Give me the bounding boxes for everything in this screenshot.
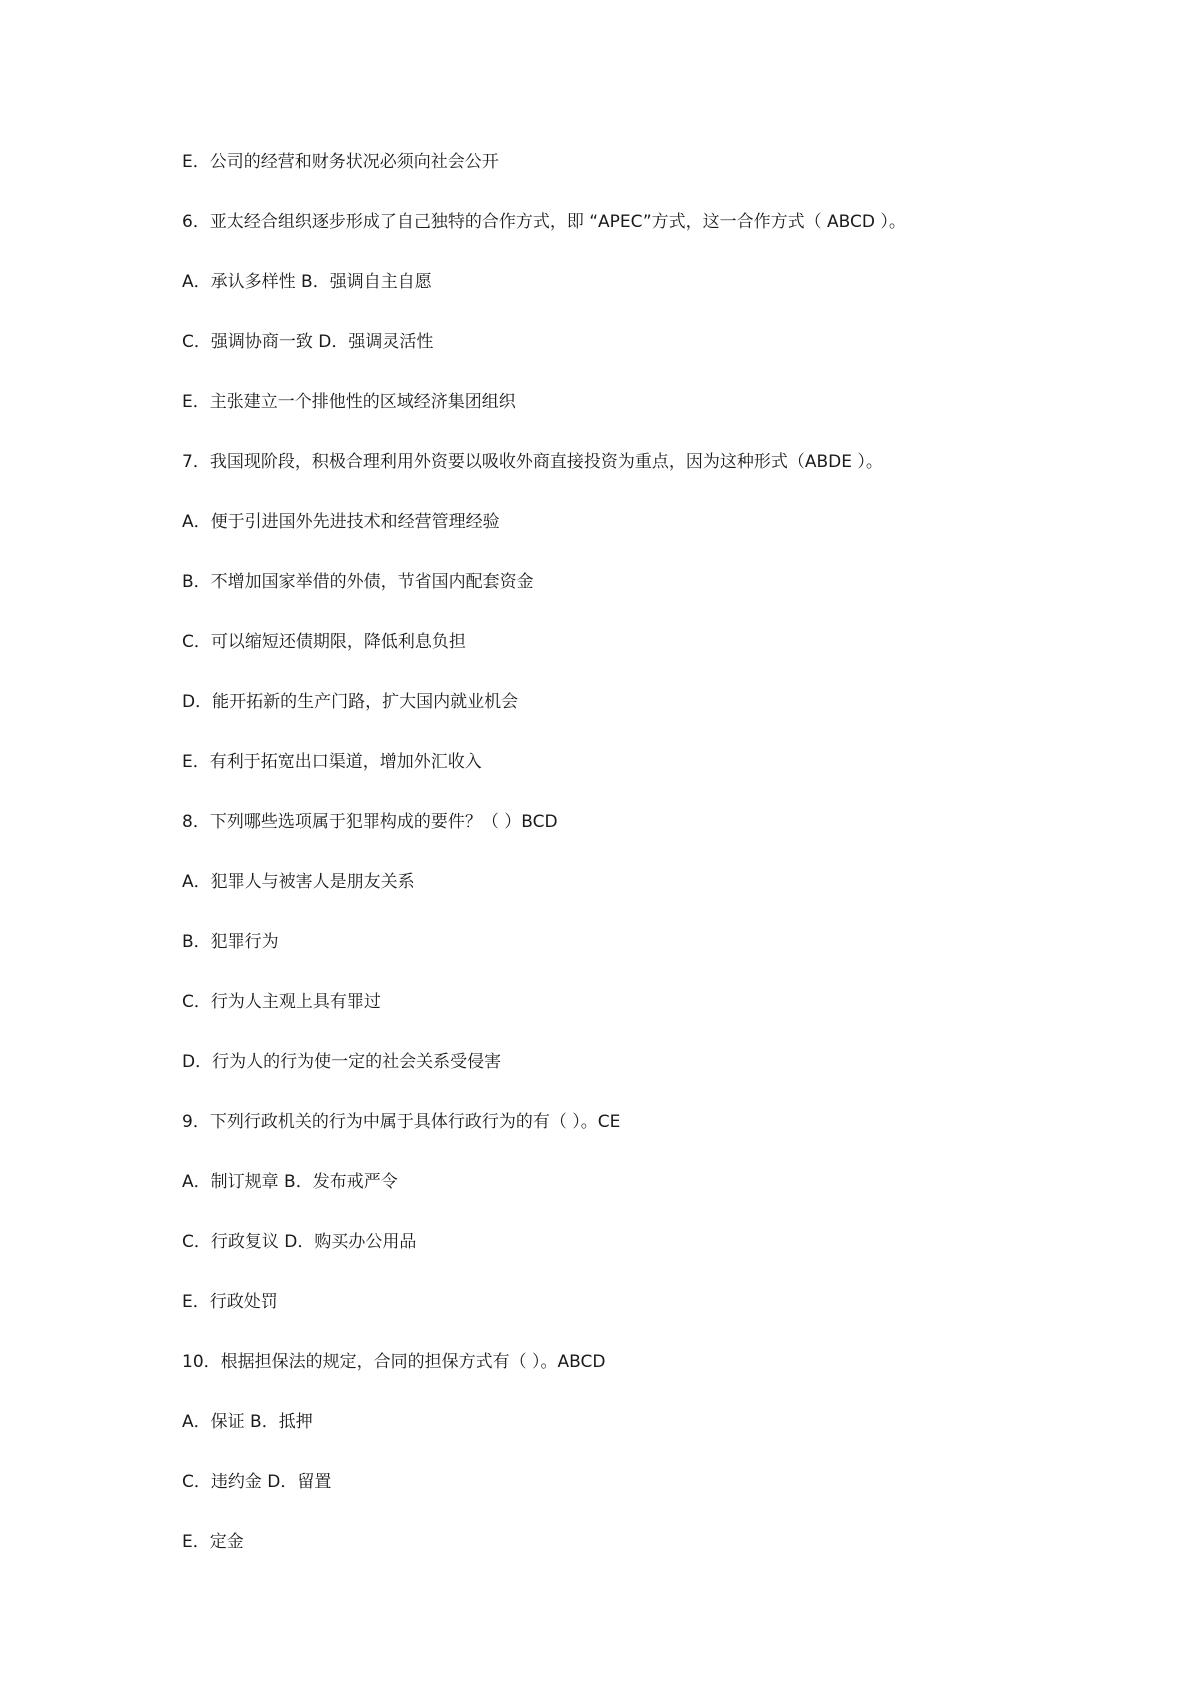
option-line: E．主张建立一个排他性的区域经济集团组织 <box>182 392 516 412</box>
question-line: 10．根据担保法的规定，合同的担保方式有（ ）。ABCD <box>182 1352 606 1372</box>
option-line: D．能开拓新的生产门路，扩大国内就业机会 <box>182 692 519 712</box>
option-line: E．定金 <box>182 1532 244 1552</box>
option-line: E．行政处罚 <box>182 1292 278 1312</box>
option-line: E．有利于拓宽出口渠道，增加外汇收入 <box>182 752 482 772</box>
option-line: C．行政复议 D．购买办公用品 <box>182 1232 417 1252</box>
option-line: A．犯罪人与被害人是朋友关系 <box>182 872 415 892</box>
option-line: C．强调协商一致 D．强调灵活性 <box>182 332 434 352</box>
option-line: D．行为人的行为使一定的社会关系受侵害 <box>182 1052 502 1072</box>
option-line: C．可以缩短还债期限，降低利息负担 <box>182 632 466 652</box>
option-line: A．制订规章 B．发布戒严令 <box>182 1172 398 1192</box>
question-line: 6．亚太经合组织逐步形成了自己独特的合作方式，即 “APEC”方式，这一合作方式（ ABCD ）。 <box>182 212 906 232</box>
option-line: C．行为人主观上具有罪过 <box>182 992 381 1012</box>
option-line: A．承认多样性 B．强调自主自愿 <box>182 272 432 292</box>
option-line: E．公司的经营和财务状况必须向社会公开 <box>182 152 499 172</box>
question-line: 8．下列哪些选项属于犯罪构成的要件？（ ）BCD <box>182 812 558 832</box>
option-line: C．违约金 D．留置 <box>182 1472 332 1492</box>
question-line: 9．下列行政机关的行为中属于具体行政行为的有（ ）。CE <box>182 1112 621 1132</box>
option-line: B．不增加国家举借的外债，节省国内配套资金 <box>182 572 534 592</box>
option-line: A．保证 B．抵押 <box>182 1412 313 1432</box>
option-line: B．犯罪行为 <box>182 932 279 952</box>
question-line: 7．我国现阶段，积极合理利用外资要以吸收外商直接投资为重点，因为这种形式（ABDE ）。 <box>182 452 883 472</box>
option-line: A．便于引进国外先进技术和经营管理经验 <box>182 512 500 532</box>
